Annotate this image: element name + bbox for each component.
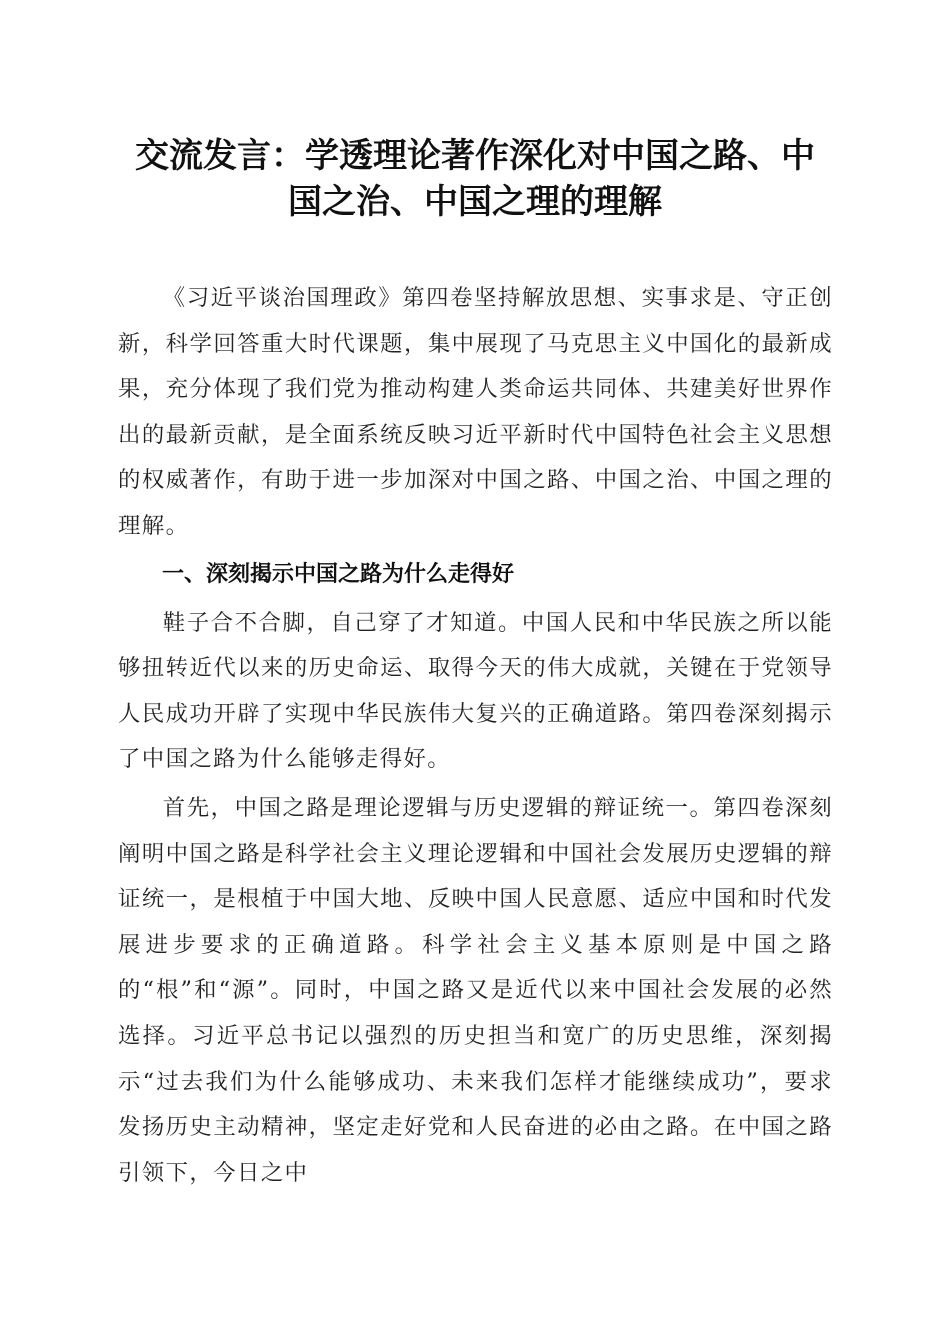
- document-title: [100, 133, 850, 225]
- title-line-1: 交流发言：学透理论著作深化对中国之路、中: [135, 136, 815, 176]
- section-heading-1: 一、深刻揭示中国之路为什么走得好: [162, 561, 515, 587]
- paragraph-intro: 《习近平谈治国理政》第四卷坚持解放思想、实事求是、守正创新，科学回答重大时代课题，集中展现了马克思主义中国化的最新成果，充分体现了我们党为推动构建人类命运共同体、共建美好世界作出的最新贡献，是全面系统反映习近平新时代中国特色社会主义思想的权威著作，有助于进一步加深对中国之路、中国之治、中国之理的理解。: [118, 285, 833, 539]
- title-line-2: 国之治、中国之理的理解: [288, 182, 662, 222]
- paragraph-section-1-b: 首先，中国之路是理论逻辑与历史逻辑的辩证统一。第四卷深刻阐明中国之路是科学社会主义理论逻辑和中国社会发展历史逻辑的辩证统一，是根植于中国大地、反映中国人民意愿、适应中国和时代发展进步要求的正确道路。科学社会主义基本原则是中国之路的“根”和“源”。同时，中国之路又是近代以来中国社会发展的必然选择。习近平总书记以强烈的历史担当和宽广的历史思维，深刻揭示“过去我们为什么能够成功、未来我们怎样才能继续成功”，要求发扬历史主动精神，坚定走好党和人民奋进的必由之路。在中国之路引领下，今日之中: [118, 794, 833, 1186]
- document-body: [118, 276, 833, 1199]
- paragraph-section-1-a: 鞋子合不合脚，自己穿了才知道。中国人民和中华民族之所以能够扭转近代以来的历史命运、取得今天的伟大成就，关键在于党领导人民成功开辟了实现中华民族伟大复兴的正确道路。第四卷深刻揭示了中国之路为什么能够走得好。: [118, 609, 833, 773]
